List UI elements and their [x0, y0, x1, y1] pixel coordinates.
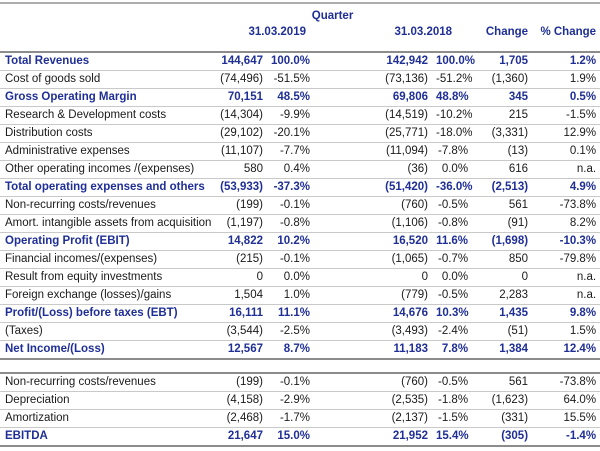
- table-row: [0, 341, 600, 360]
- pct-2018: -51.2%: [432, 71, 472, 89]
- pct-2019: 0.4%: [267, 161, 314, 179]
- value-2018: 0: [314, 269, 432, 287]
- quarter-group-header: Quarter: [311, 10, 354, 22]
- change-value: 2,283: [472, 287, 532, 305]
- change-value: 561: [472, 197, 532, 215]
- change-value: (91): [472, 215, 532, 233]
- row-label: Other operating incomes /(expenses): [0, 161, 205, 179]
- change-value: 616: [472, 161, 532, 179]
- value-2018: 69,806: [314, 89, 432, 107]
- pct-2018: -0.5%: [432, 197, 472, 215]
- pct-2018: -2.4%: [432, 323, 472, 341]
- value-2018: 14,676: [314, 305, 432, 323]
- row-label: Non-recurring costs/revenues: [0, 197, 205, 215]
- table-row: [0, 107, 600, 125]
- pct-2018: 100.0%: [432, 52, 472, 71]
- pct-2019: 0.0%: [267, 269, 314, 287]
- pct-2018: -1.8%: [432, 392, 472, 410]
- table-row: [0, 428, 600, 447]
- pct-2018: 11.6%: [432, 233, 472, 251]
- pct-2019: -9.9%: [267, 107, 314, 125]
- pct-change-value: n.a.: [532, 287, 600, 305]
- pct-2018: -0.8%: [432, 215, 472, 233]
- value-2018: (51,420): [314, 179, 432, 197]
- table-row: [0, 287, 600, 305]
- pct-2018: -0.7%: [432, 251, 472, 269]
- value-2019: 580: [205, 161, 267, 179]
- change-value: (331): [472, 410, 532, 428]
- value-2019: (53,933): [205, 179, 267, 197]
- row-label: Foreign exchange (losses)/gains: [0, 287, 205, 305]
- table-row: [0, 305, 600, 323]
- change-value: 850: [472, 251, 532, 269]
- pct-2018: 7.8%: [432, 341, 472, 360]
- value-2019: 70,151: [205, 89, 267, 107]
- table-row: [0, 215, 600, 233]
- col-header-change: Change: [472, 24, 532, 52]
- value-2019: 144,647: [205, 52, 267, 71]
- value-2018: (779): [314, 287, 432, 305]
- pct-change-value: 12.9%: [532, 125, 600, 143]
- table-row: [0, 197, 600, 215]
- pct-2019: -0.1%: [267, 251, 314, 269]
- pct-2019: -7.7%: [267, 143, 314, 161]
- pct-change-value: -73.8%: [532, 373, 600, 392]
- table-row: [0, 179, 600, 197]
- value-2019: (29,102): [205, 125, 267, 143]
- pct-change-value: 8.2%: [532, 215, 600, 233]
- change-value: 345: [472, 89, 532, 107]
- table-row: [0, 52, 600, 71]
- pct-change-value: n.a.: [532, 161, 600, 179]
- table-row: [0, 143, 600, 161]
- value-2019: 16,111: [205, 305, 267, 323]
- value-2018: (25,771): [314, 125, 432, 143]
- row-label: Research & Development costs: [0, 107, 205, 125]
- pct-2018: -36.0%: [432, 179, 472, 197]
- pct-change-value: 15.5%: [532, 410, 600, 428]
- value-2019: (215): [205, 251, 267, 269]
- value-2018: (760): [314, 197, 432, 215]
- table-row: [0, 71, 600, 89]
- value-2019: (199): [205, 197, 267, 215]
- pct-change-value: n.a.: [532, 269, 600, 287]
- change-value: (51): [472, 323, 532, 341]
- change-value: (1,698): [472, 233, 532, 251]
- row-label: Profit/(Loss) before taxes (EBT): [0, 305, 205, 323]
- pct-change-value: 0.5%: [532, 89, 600, 107]
- row-label: Amort. intangible assets from acquisition: [0, 215, 205, 233]
- row-label: Depreciation: [0, 392, 205, 410]
- change-value: (13): [472, 143, 532, 161]
- change-value: 215: [472, 107, 532, 125]
- pct-change-value: -10.3%: [532, 233, 600, 251]
- pct-2019: 8.7%: [267, 341, 314, 360]
- pct-2019: 11.1%: [267, 305, 314, 323]
- change-value: 0: [472, 269, 532, 287]
- change-value: 561: [472, 373, 532, 392]
- row-label: Administrative expenses: [0, 143, 205, 161]
- value-2018: (73,136): [314, 71, 432, 89]
- header-columns-row: [0, 24, 600, 52]
- value-2018: (1,065): [314, 251, 432, 269]
- value-2018: (760): [314, 373, 432, 392]
- value-2018: (3,493): [314, 323, 432, 341]
- row-label: Total operating expenses and others: [0, 179, 205, 197]
- change-value: (2,513): [472, 179, 532, 197]
- value-2018: (1,106): [314, 215, 432, 233]
- pct-change-value: 1.5%: [532, 323, 600, 341]
- value-2018: 21,952: [314, 428, 432, 447]
- table-row: [0, 269, 600, 287]
- pct-change-value: 1.2%: [532, 52, 600, 71]
- table-row: [0, 323, 600, 341]
- row-label: Cost of goods sold: [0, 71, 205, 89]
- pct-2018: -0.5%: [432, 373, 472, 392]
- pct-2019: -2.9%: [267, 392, 314, 410]
- change-value: 1,384: [472, 341, 532, 360]
- pct-2018: 0.0%: [432, 269, 472, 287]
- table-row: [0, 373, 600, 392]
- row-label: Gross Operating Margin: [0, 89, 205, 107]
- pct-2019: 15.0%: [267, 428, 314, 447]
- header-spacer: [472, 3, 600, 24]
- value-2019: (2,468): [205, 410, 267, 428]
- pct-2019: -51.5%: [267, 71, 314, 89]
- change-value: (1,360): [472, 71, 532, 89]
- pct-change-value: 4.9%: [532, 179, 600, 197]
- table-row: [0, 233, 600, 251]
- section-divider: [0, 359, 600, 373]
- pct-2019: -37.3%: [267, 179, 314, 197]
- value-2018: 16,520: [314, 233, 432, 251]
- row-label: Net Income/(Loss): [0, 341, 205, 360]
- financial-table: [0, 2, 600, 447]
- header-spacer: [0, 3, 205, 24]
- pct-change-value: -79.8%: [532, 251, 600, 269]
- value-2019: 12,567: [205, 341, 267, 360]
- pct-2018: 10.3%: [432, 305, 472, 323]
- row-label: Amortization: [0, 410, 205, 428]
- value-2018: (36): [314, 161, 432, 179]
- col-header-period-2018: 31.03.2018: [314, 24, 472, 52]
- pct-2018: -1.5%: [432, 410, 472, 428]
- change-value: (1,623): [472, 392, 532, 410]
- value-2018: (11,094): [314, 143, 432, 161]
- row-label: Non-recurring costs/revenues: [0, 373, 205, 392]
- row-label: Total Revenues: [0, 52, 205, 71]
- row-label: Distribution costs: [0, 125, 205, 143]
- pct-change-value: -73.8%: [532, 197, 600, 215]
- pct-2019: -1.7%: [267, 410, 314, 428]
- value-2019: (199): [205, 373, 267, 392]
- value-2019: (14,304): [205, 107, 267, 125]
- table-row: [0, 89, 600, 107]
- header-spacer: [0, 24, 205, 52]
- row-label: Result from equity investments: [0, 269, 205, 287]
- pct-2018: 0.0%: [432, 161, 472, 179]
- pct-2018: -0.5%: [432, 287, 472, 305]
- pct-2019: 48.5%: [267, 89, 314, 107]
- table-row: [0, 251, 600, 269]
- pct-change-value: -1.4%: [532, 428, 600, 447]
- pct-change-value: -1.5%: [532, 107, 600, 125]
- row-label: Financial incomes/(expenses): [0, 251, 205, 269]
- table-row: [0, 392, 600, 410]
- col-header-period-2019: 31.03.2019: [205, 24, 314, 52]
- income-statement-section: [0, 52, 600, 359]
- value-2018: (14,519): [314, 107, 432, 125]
- header-group-row: [0, 3, 600, 24]
- change-value: 1,705: [472, 52, 532, 71]
- value-2019: (4,158): [205, 392, 267, 410]
- value-2018: 11,183: [314, 341, 432, 360]
- pct-2019: -0.1%: [267, 373, 314, 392]
- value-2018: (2,137): [314, 410, 432, 428]
- table-row: [0, 125, 600, 143]
- pct-2019: -0.8%: [267, 215, 314, 233]
- value-2019: (74,496): [205, 71, 267, 89]
- ebitda-section: [0, 373, 600, 446]
- table-row: [0, 161, 600, 179]
- pct-2018: -18.0%: [432, 125, 472, 143]
- divider-row: [0, 359, 600, 373]
- pct-change-value: 0.1%: [532, 143, 600, 161]
- pct-2019: 100.0%: [267, 52, 314, 71]
- pct-change-value: 9.8%: [532, 305, 600, 323]
- pct-change-value: 1.9%: [532, 71, 600, 89]
- change-value: 1,435: [472, 305, 532, 323]
- pct-2019: 10.2%: [267, 233, 314, 251]
- pct-change-value: 64.0%: [532, 392, 600, 410]
- value-2019: 14,822: [205, 233, 267, 251]
- table-row: [0, 410, 600, 428]
- value-2018: 142,942: [314, 52, 432, 71]
- pct-2019: -2.5%: [267, 323, 314, 341]
- table-header: [0, 3, 600, 52]
- row-label: EBITDA: [0, 428, 205, 447]
- value-2018: (2,535): [314, 392, 432, 410]
- pct-2018: 15.4%: [432, 428, 472, 447]
- value-2019: (11,107): [205, 143, 267, 161]
- change-value: (305): [472, 428, 532, 447]
- pct-change-value: 12.4%: [532, 341, 600, 360]
- value-2019: (1,197): [205, 215, 267, 233]
- value-2019: 0: [205, 269, 267, 287]
- pct-2018: 48.8%: [432, 89, 472, 107]
- pct-2018: -7.8%: [432, 143, 472, 161]
- value-2019: 21,647: [205, 428, 267, 447]
- row-label: (Taxes): [0, 323, 205, 341]
- pct-2018: -10.2%: [432, 107, 472, 125]
- value-2019: 1,504: [205, 287, 267, 305]
- col-header-pct-change: % Change: [532, 24, 600, 52]
- pct-2019: -0.1%: [267, 197, 314, 215]
- value-2019: (3,544): [205, 323, 267, 341]
- pct-2019: 1.0%: [267, 287, 314, 305]
- change-value: (3,331): [472, 125, 532, 143]
- pct-2019: -20.1%: [267, 125, 314, 143]
- row-label: Operating Profit (EBIT): [0, 233, 205, 251]
